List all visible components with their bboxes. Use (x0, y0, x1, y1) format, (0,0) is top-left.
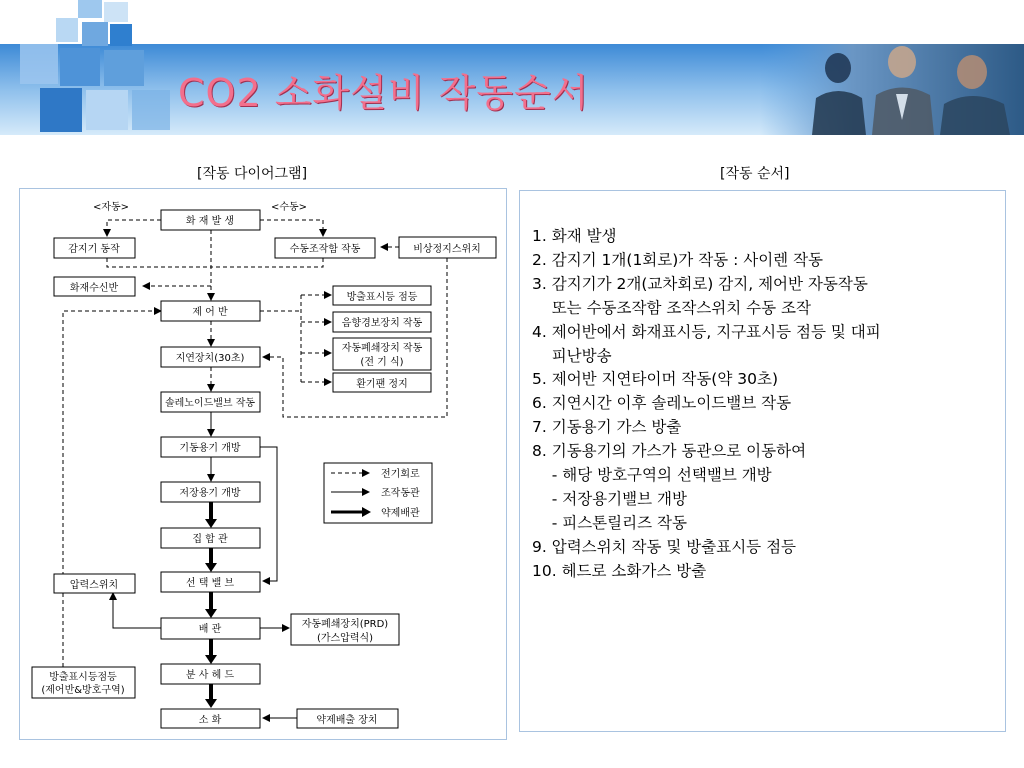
diagram-caption: [작동 다이어그램] (197, 166, 308, 182)
discharge-lamp-on-text: 방출표시등 점등 (346, 292, 418, 303)
steps-list (532, 225, 881, 584)
step-item: 5. 제어반 지연타이머 작동(약 30초) (532, 370, 778, 389)
starter-cylinder-text: 기동용기 개방 (179, 443, 241, 454)
step-item: 7. 기동용기 가스 방출 (532, 418, 682, 437)
selector-valve-text: 선 택 밸 브 (185, 578, 235, 589)
prd-text-1: 자동폐쇄장치(PRD) (301, 619, 389, 630)
vent-stop-text: 환기팬 정지 (356, 379, 408, 390)
step-item: - 해당 방호구역의 선택밸브 개방 (532, 466, 772, 485)
operation-steps-panel (519, 190, 1006, 732)
step-item: 피난방송 (532, 346, 612, 365)
step-item: 1. 화재 발생 (532, 227, 617, 245)
operation-flow-diagram (20, 189, 506, 739)
manual-mode-label: <수동> (270, 202, 308, 213)
auto-damper-text-1: 자동폐쇄장치 작동 (341, 343, 423, 354)
alarm-text: 음향경보장치 작동 (341, 318, 423, 329)
step-item: 4. 제어반에서 화재표시등, 지구표시등 점등 및 대피 (532, 322, 881, 341)
storage-cylinder-text: 저장용기 개방 (179, 488, 241, 499)
auto-damper-text-2: (전 기 식) (360, 357, 404, 368)
legend-agent-pipe-text: 약제배관 (381, 508, 420, 519)
fire-text: 화 재 발 생 (185, 216, 235, 227)
auto-mode-label: <자동> (92, 202, 130, 213)
solenoid-text: 솔레노이드밸브 작동 (164, 398, 256, 409)
legend-control-pipe-text: 조작동관 (381, 488, 420, 499)
delay-text: 지연장치(30초) (175, 353, 245, 364)
agent-discharge-text: 약제배출 장치 (316, 715, 378, 726)
prd-text-2: (가스압력식) (316, 633, 374, 644)
pressure-switch-text: 압력스위치 (69, 580, 119, 591)
step-item: 8. 기동용기의 가스가 동관으로 이동하여 (532, 442, 807, 461)
discharge-lamp-text-1: 방출표시등점등 (49, 672, 117, 683)
piping-text: 배 관 (198, 624, 222, 635)
manifold-text: 집 합 관 (192, 534, 228, 545)
step-item: - 피스톤릴리즈 작동 (532, 513, 687, 532)
nozzle-text: 분 사 헤 드 (185, 670, 235, 681)
steps-caption: [작동 순서] (720, 166, 790, 182)
control-panel-text: 제 어 반 (192, 307, 228, 318)
page-title: CO2 소화설비 작동순서 (178, 71, 590, 115)
step-item: 9. 압력스위치 작동 및 방출표시등 점등 (532, 537, 797, 556)
operation-diagram-panel (19, 188, 507, 740)
step-item: 10. 헤드로 소화가스 방출 (532, 561, 707, 580)
legend-electric-text: 전기회로 (381, 469, 420, 480)
manual-switch-text: 수동조작함 작동 (289, 244, 361, 255)
extinguish-text: 소 화 (198, 715, 222, 726)
emergency-stop-text: 비상정지스위치 (413, 244, 481, 255)
receiver-text: 화재수신반 (69, 283, 119, 294)
step-item: 2. 감지기 1개(1회로)가 작동 : 사이렌 작동 (532, 250, 824, 269)
step-item: 또는 수동조작함 조작스위치 수동 조작 (532, 298, 811, 317)
detector-text: 감지기 동작 (68, 244, 120, 255)
discharge-lamp-text-2: (제어반&방호구역) (41, 685, 125, 696)
step-item: 3. 감지기가 2개(교차회로) 감지, 제어반 자동작동 (532, 274, 868, 293)
step-item: 6. 지연시간 이후 솔레노이드밸브 작동 (532, 394, 792, 413)
step-item: - 저장용기밸브 개방 (532, 489, 687, 508)
